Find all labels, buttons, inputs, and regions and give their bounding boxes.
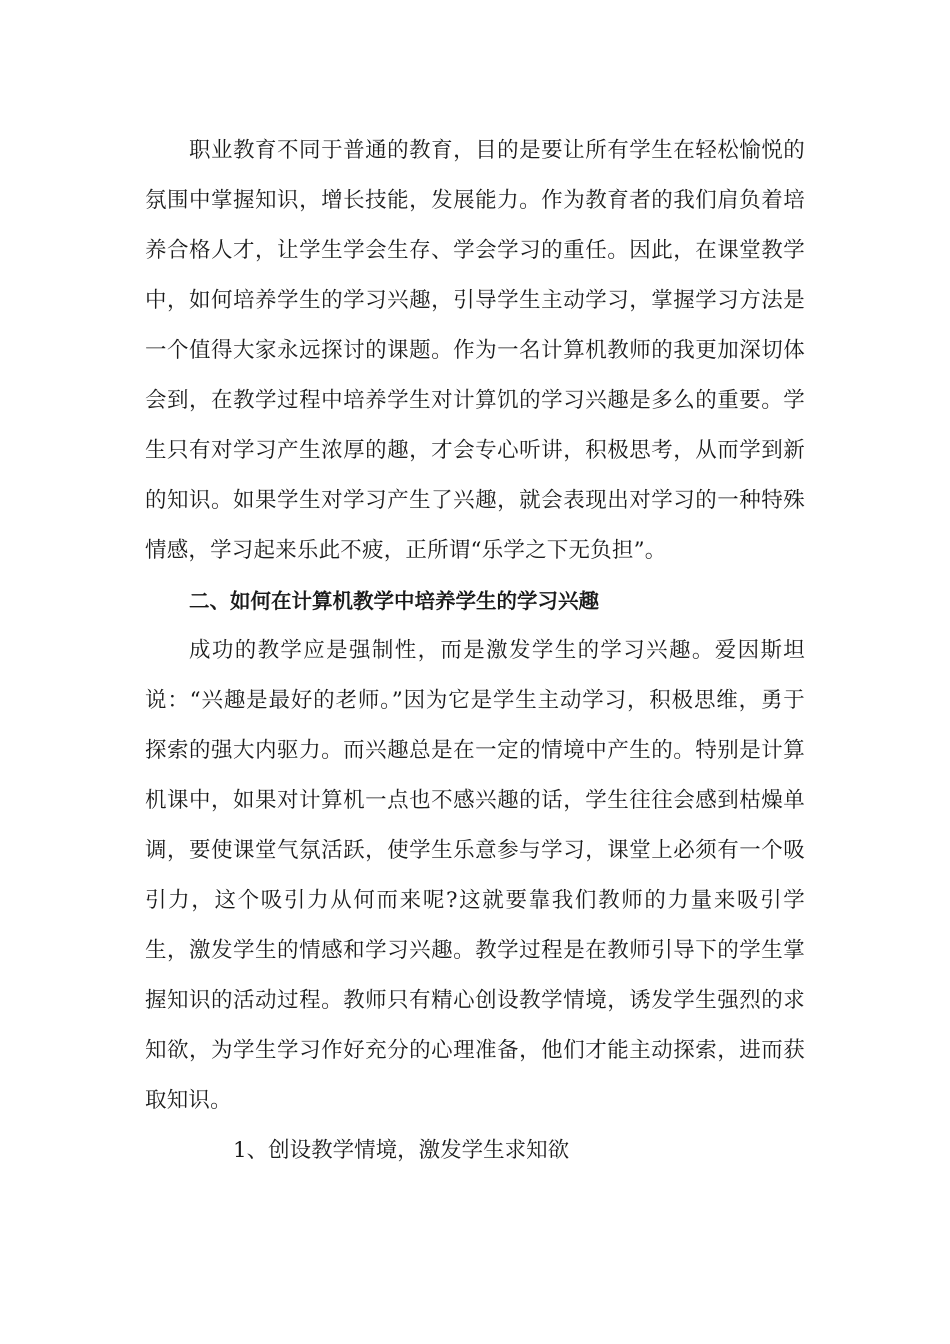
intro-paragraph: 职业教育不同于普通的教育，目的是要让所有学生在轻松愉悦的氛围中掌握知识，增长技能，发展能力。作为教育者的我们肩负着培养合格人才，让学生学会生存、学会学习的重任。因此，在课堂教学中，如何培养学生的学习兴趣，引导学生主动学习，掌握学习方法是一个值得大家永远探讨的课题。作为一名计算机教师的我更加深切体会到，在教学过程中培养学生对计算饥的学习兴趣是多么的重要。学生只有对学习产生浓厚的趣，才会专心听讲，积极思考，从而学到新的知识。如果学生对学习产生了兴趣，就会表现出对学习的一种特殊情感，学习起来乐此不疲，正所谓“乐学之下无负担”。	[145, 138, 805, 563]
document-page	[145, 126, 805, 1176]
subsection-heading: 1、创设教学情境，激发学生求知欲	[233, 1138, 570, 1163]
section-paragraph: 成功的教学应是强制性，而是激发学生的学习兴趣。爱因斯坦说：“兴趣是最好的老师。”因为它是学生主动学习，积极思维，勇于探索的强大内驱力。而兴趣总是在一定的情境中产生的。特别是计算机课中，如果对计算机一点也不感兴趣的话，学生往往会感到枯燥单调，要使课堂气氛活跃，使学生乐意参与学习，课堂上必须有一个吸引力，这个吸引力从何而来呢?这就要靠我们教师的力量来吸引学生，激发学生的情感和学习兴趣。教学过程是在教师引导下的学生掌握知识的活动过程。教师只有精心创设教学情境，诱发学生强烈的求知欲，为学生学习作好充分的心理准备，他们才能主动探索，进而获取知识。	[145, 638, 805, 1113]
section-heading: 二、如何在计算机教学中培养学生的学习兴趣	[189, 589, 599, 613]
